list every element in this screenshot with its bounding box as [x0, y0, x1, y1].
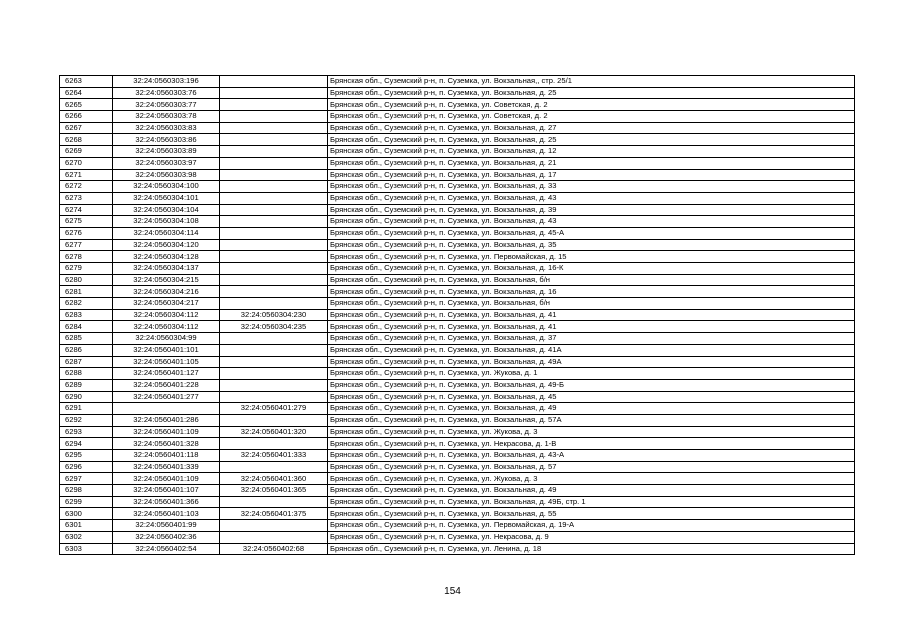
table-row: [60, 134, 855, 146]
table-row: [60, 76, 855, 88]
cadastral-number-cell: 32:24:0560303:86: [113, 134, 220, 146]
address-cell: Брянская обл., Суземский р-н, п. Суземка, ул. Вокзальная, д. 25: [328, 87, 855, 99]
row-number-cell: 6301: [60, 520, 113, 532]
cadastral-number-cell: 32:24:0560304:104: [113, 204, 220, 216]
row-number-cell: 6267: [60, 122, 113, 134]
row-number-cell: 6290: [60, 391, 113, 403]
linked-cadastral-number-cell: [220, 274, 328, 286]
address-cell: Брянская обл., Суземский р-н, п. Суземка, ул. Вокзальная, д. 41А: [328, 344, 855, 356]
table-row: [60, 169, 855, 181]
row-number-cell: 6292: [60, 414, 113, 426]
cadastral-number-cell: 32:24:0560303:97: [113, 157, 220, 169]
linked-cadastral-number-cell: [220, 344, 328, 356]
linked-cadastral-number-cell: 32:24:0560401:365: [220, 485, 328, 497]
address-cell: Брянская обл., Суземский р-н, п. Суземка, ул. Вокзальная, д. 16: [328, 286, 855, 298]
row-number-cell: 6288: [60, 368, 113, 380]
cadastral-number-cell: 32:24:0560401:127: [113, 368, 220, 380]
cadastral-table: [59, 75, 855, 555]
table-row: [60, 286, 855, 298]
row-number-cell: 6284: [60, 321, 113, 333]
cadastral-number-cell: 32:24:0560402:54: [113, 543, 220, 555]
cadastral-number-cell: 32:24:0560304:108: [113, 216, 220, 228]
row-number-cell: 6303: [60, 543, 113, 555]
linked-cadastral-number-cell: [220, 99, 328, 111]
cadastral-number-cell: 32:24:0560401:109: [113, 426, 220, 438]
linked-cadastral-number-cell: [220, 520, 328, 532]
row-number-cell: 6283: [60, 309, 113, 321]
table-row: [60, 122, 855, 134]
row-number-cell: 6277: [60, 239, 113, 251]
address-cell: Брянская обл., Суземский р-н, п. Суземка, ул. Вокзальная, д. 17: [328, 169, 855, 181]
linked-cadastral-number-cell: [220, 333, 328, 345]
linked-cadastral-number-cell: [220, 251, 328, 263]
table-row: [60, 192, 855, 204]
linked-cadastral-number-cell: [220, 368, 328, 380]
table-row: [60, 239, 855, 251]
address-cell: Брянская обл., Суземский р-н, п. Суземка, ул. Вокзальная, д. 45: [328, 391, 855, 403]
linked-cadastral-number-cell: [220, 204, 328, 216]
cadastral-number-cell: 32:24:0560304:99: [113, 333, 220, 345]
address-cell: Брянская обл., Суземский р-н, п. Суземка, ул. Ленина, д. 18: [328, 543, 855, 555]
cadastral-number-cell: 32:24:0560304:217: [113, 298, 220, 310]
linked-cadastral-number-cell: [220, 379, 328, 391]
row-number-cell: 6300: [60, 508, 113, 520]
address-cell: Брянская обл., Суземский р-н, п. Суземка, ул. Вокзальная, д. 57А: [328, 414, 855, 426]
linked-cadastral-number-cell: [220, 298, 328, 310]
linked-cadastral-number-cell: [220, 239, 328, 251]
cadastral-number-cell: 32:24:0560401:103: [113, 508, 220, 520]
row-number-cell: 6266: [60, 111, 113, 123]
cadastral-number-cell: 32:24:0560401:109: [113, 473, 220, 485]
cadastral-number-cell: 32:24:0560401:277: [113, 391, 220, 403]
address-cell: Брянская обл., Суземский р-н, п. Суземка, ул. Первомайская, д. 15: [328, 251, 855, 263]
linked-cadastral-number-cell: 32:24:0560304:230: [220, 309, 328, 321]
linked-cadastral-number-cell: [220, 391, 328, 403]
table-row: [60, 414, 855, 426]
row-number-cell: 6285: [60, 333, 113, 345]
cadastral-number-cell: 32:24:0560304:101: [113, 192, 220, 204]
address-cell: Брянская обл., Суземский р-н, п. Суземка, ул. Вокзальная, д. 12: [328, 146, 855, 158]
cadastral-number-cell: 32:24:0560304:100: [113, 181, 220, 193]
table-row: [60, 181, 855, 193]
table-row: [60, 461, 855, 473]
cadastral-number-cell: 32:24:0560401:228: [113, 379, 220, 391]
row-number-cell: 6289: [60, 379, 113, 391]
row-number-cell: 6273: [60, 192, 113, 204]
linked-cadastral-number-cell: [220, 438, 328, 450]
row-number-cell: 6274: [60, 204, 113, 216]
linked-cadastral-number-cell: [220, 216, 328, 228]
cadastral-number-cell: 32:24:0560401:99: [113, 520, 220, 532]
address-cell: Брянская обл., Суземский р-н, п. Суземка, ул. Вокзальная, д. 25: [328, 134, 855, 146]
table-row: [60, 309, 855, 321]
row-number-cell: 6293: [60, 426, 113, 438]
address-cell: Брянская обл., Суземский р-н, п. Суземка, ул. Вокзальная, д. 37: [328, 333, 855, 345]
cadastral-number-cell: [113, 403, 220, 415]
row-number-cell: 6269: [60, 146, 113, 158]
row-number-cell: 6270: [60, 157, 113, 169]
address-cell: Брянская обл., Суземский р-н, п. Суземка, ул. Вокзальная, д. 27: [328, 122, 855, 134]
linked-cadastral-number-cell: [220, 531, 328, 543]
table-row: [60, 485, 855, 497]
table-row: [60, 298, 855, 310]
address-cell: Брянская обл., Суземский р-н, п. Суземка, ул. Вокзальная, д. 49Б, стр. 1: [328, 496, 855, 508]
address-cell: Брянская обл., Суземский р-н, п. Суземка, ул. Жукова, д. 1: [328, 368, 855, 380]
address-cell: Брянская обл., Суземский р-н, п. Суземка, ул. Вокзальная, д. 41: [328, 309, 855, 321]
linked-cadastral-number-cell: [220, 263, 328, 275]
cadastral-number-cell: 32:24:0560303:83: [113, 122, 220, 134]
linked-cadastral-number-cell: [220, 76, 328, 88]
cadastral-number-cell: 32:24:0560303:89: [113, 146, 220, 158]
table-row: [60, 157, 855, 169]
row-number-cell: 6286: [60, 344, 113, 356]
row-number-cell: 6281: [60, 286, 113, 298]
cadastral-number-cell: 32:24:0560401:339: [113, 461, 220, 473]
table-row: [60, 438, 855, 450]
table-row: [60, 227, 855, 239]
linked-cadastral-number-cell: [220, 356, 328, 368]
table-row: [60, 450, 855, 462]
address-cell: Брянская обл., Суземский р-н, п. Суземка, ул. Вокзальная, д. 21: [328, 157, 855, 169]
cadastral-number-cell: 32:24:0560401:328: [113, 438, 220, 450]
linked-cadastral-number-cell: [220, 134, 328, 146]
address-cell: Брянская обл., Суземский р-н, п. Суземка, ул. Советская, д. 2: [328, 99, 855, 111]
address-cell: Брянская обл., Суземский р-н, п. Суземка, ул. Вокзальная, д. 16-К: [328, 263, 855, 275]
cadastral-number-cell: 32:24:0560303:196: [113, 76, 220, 88]
page-number: 154: [444, 586, 461, 597]
cadastral-number-cell: 32:24:0560401:118: [113, 450, 220, 462]
address-cell: Брянская обл., Суземский р-н, п. Суземка, ул. Некрасова, д. 1-В: [328, 438, 855, 450]
address-cell: Брянская обл., Суземский р-н, п. Суземка, ул. Вокзальная, д. 43-А: [328, 450, 855, 462]
row-number-cell: 6302: [60, 531, 113, 543]
row-number-cell: 6298: [60, 485, 113, 497]
table-body: [60, 76, 855, 555]
linked-cadastral-number-cell: [220, 169, 328, 181]
cadastral-number-cell: 32:24:0560303:77: [113, 99, 220, 111]
address-cell: Брянская обл., Суземский р-н, п. Суземка, ул. Вокзальная, д. 33: [328, 181, 855, 193]
cadastral-number-cell: 32:24:0560401:101: [113, 344, 220, 356]
linked-cadastral-number-cell: [220, 286, 328, 298]
table-row: [60, 274, 855, 286]
table-row: [60, 251, 855, 263]
row-number-cell: 6275: [60, 216, 113, 228]
table-row: [60, 473, 855, 485]
linked-cadastral-number-cell: 32:24:0560401:320: [220, 426, 328, 438]
address-cell: Брянская обл., Суземский р-н, п. Суземка, ул. Вокзальная, б/н: [328, 298, 855, 310]
row-number-cell: 6272: [60, 181, 113, 193]
address-cell: Брянская обл., Суземский р-н, п. Суземка, ул. Вокзальная,, стр. 25/1: [328, 76, 855, 88]
table-row: [60, 543, 855, 555]
address-cell: Брянская обл., Суземский р-н, п. Суземка, ул. Вокзальная, д. 49А: [328, 356, 855, 368]
address-cell: Брянская обл., Суземский р-н, п. Суземка, ул. Вокзальная, д. 43: [328, 216, 855, 228]
address-cell: Брянская обл., Суземский р-н, п. Суземка, ул. Некрасова, д. 9: [328, 531, 855, 543]
table-row: [60, 87, 855, 99]
linked-cadastral-number-cell: [220, 227, 328, 239]
linked-cadastral-number-cell: 32:24:0560402:68: [220, 543, 328, 555]
linked-cadastral-number-cell: 32:24:0560304:235: [220, 321, 328, 333]
linked-cadastral-number-cell: 32:24:0560401:360: [220, 473, 328, 485]
cadastral-number-cell: 32:24:0560401:366: [113, 496, 220, 508]
row-number-cell: 6296: [60, 461, 113, 473]
row-number-cell: 6271: [60, 169, 113, 181]
cadastral-number-cell: 32:24:0560304:216: [113, 286, 220, 298]
address-cell: Брянская обл., Суземский р-н, п. Суземка, ул. Вокзальная, д. 49-Б: [328, 379, 855, 391]
cadastral-number-cell: 32:24:0560401:107: [113, 485, 220, 497]
address-cell: Брянская обл., Суземский р-н, п. Суземка, ул. Вокзальная, д. 39: [328, 204, 855, 216]
address-cell: Брянская обл., Суземский р-н, п. Суземка, ул. Вокзальная, д. 49: [328, 485, 855, 497]
address-cell: Брянская обл., Суземский р-н, п. Суземка, ул. Вокзальная, д. 35: [328, 239, 855, 251]
table-row: [60, 333, 855, 345]
table-row: [60, 344, 855, 356]
row-number-cell: 6291: [60, 403, 113, 415]
table-row: [60, 403, 855, 415]
cadastral-number-cell: 32:24:0560304:120: [113, 239, 220, 251]
table-row: [60, 496, 855, 508]
cadastral-number-cell: 32:24:0560304:137: [113, 263, 220, 275]
cadastral-number-cell: 32:24:0560303:98: [113, 169, 220, 181]
row-number-cell: 6263: [60, 76, 113, 88]
row-number-cell: 6268: [60, 134, 113, 146]
table-row: [60, 508, 855, 520]
linked-cadastral-number-cell: [220, 461, 328, 473]
linked-cadastral-number-cell: [220, 414, 328, 426]
row-number-cell: 6264: [60, 87, 113, 99]
linked-cadastral-number-cell: [220, 192, 328, 204]
row-number-cell: 6294: [60, 438, 113, 450]
table-row: [60, 426, 855, 438]
cadastral-number-cell: 32:24:0560401:286: [113, 414, 220, 426]
row-number-cell: 6282: [60, 298, 113, 310]
row-number-cell: 6287: [60, 356, 113, 368]
cadastral-number-cell: 32:24:0560303:76: [113, 87, 220, 99]
table-row: [60, 321, 855, 333]
cadastral-number-cell: 32:24:0560401:105: [113, 356, 220, 368]
table-row: [60, 216, 855, 228]
table-row: [60, 99, 855, 111]
cadastral-number-cell: 32:24:0560304:114: [113, 227, 220, 239]
address-cell: Брянская обл., Суземский р-н, п. Суземка, ул. Вокзальная, д. 43: [328, 192, 855, 204]
linked-cadastral-number-cell: [220, 122, 328, 134]
table-row: [60, 204, 855, 216]
table-row: [60, 391, 855, 403]
table-row: [60, 379, 855, 391]
address-cell: Брянская обл., Суземский р-н, п. Суземка, ул. Вокзальная, б/н: [328, 274, 855, 286]
linked-cadastral-number-cell: 32:24:0560401:333: [220, 450, 328, 462]
address-cell: Брянская обл., Суземский р-н, п. Суземка, ул. Вокзальная, д. 45-А: [328, 227, 855, 239]
table-row: [60, 111, 855, 123]
address-cell: Брянская обл., Суземский р-н, п. Суземка, ул. Жукова, д. 3: [328, 473, 855, 485]
row-number-cell: 6280: [60, 274, 113, 286]
address-cell: Брянская обл., Суземский р-н, п. Суземка, ул. Вокзальная, д. 49: [328, 403, 855, 415]
table-row: [60, 368, 855, 380]
table-row: [60, 263, 855, 275]
row-number-cell: 6299: [60, 496, 113, 508]
row-number-cell: 6265: [60, 99, 113, 111]
linked-cadastral-number-cell: [220, 496, 328, 508]
table-row: [60, 520, 855, 532]
row-number-cell: 6276: [60, 227, 113, 239]
linked-cadastral-number-cell: 32:24:0560401:279: [220, 403, 328, 415]
row-number-cell: 6297: [60, 473, 113, 485]
table-row: [60, 356, 855, 368]
address-cell: Брянская обл., Суземский р-н, п. Суземка, ул. Первомайская, д. 19-А: [328, 520, 855, 532]
address-cell: Брянская обл., Суземский р-н, п. Суземка, ул. Вокзальная, д. 57: [328, 461, 855, 473]
cadastral-number-cell: 32:24:0560304:112: [113, 321, 220, 333]
linked-cadastral-number-cell: [220, 157, 328, 169]
linked-cadastral-number-cell: [220, 146, 328, 158]
row-number-cell: 6278: [60, 251, 113, 263]
address-cell: Брянская обл., Суземский р-н, п. Суземка, ул. Жукова, д. 3: [328, 426, 855, 438]
address-cell: Брянская обл., Суземский р-н, п. Суземка, ул. Вокзальная, д. 55: [328, 508, 855, 520]
address-cell: Брянская обл., Суземский р-н, п. Суземка, ул. Вокзальная, д. 41: [328, 321, 855, 333]
row-number-cell: 6295: [60, 450, 113, 462]
address-cell: Брянская обл., Суземский р-н, п. Суземка, ул. Советская, д. 2: [328, 111, 855, 123]
linked-cadastral-number-cell: [220, 87, 328, 99]
cadastral-number-cell: 32:24:0560304:112: [113, 309, 220, 321]
row-number-cell: 6279: [60, 263, 113, 275]
linked-cadastral-number-cell: [220, 111, 328, 123]
table-row: [60, 531, 855, 543]
linked-cadastral-number-cell: 32:24:0560401:375: [220, 508, 328, 520]
table-row: [60, 146, 855, 158]
cadastral-number-cell: 32:24:0560303:78: [113, 111, 220, 123]
cadastral-number-cell: 32:24:0560304:128: [113, 251, 220, 263]
cadastral-number-cell: 32:24:0560402:36: [113, 531, 220, 543]
cadastral-number-cell: 32:24:0560304:215: [113, 274, 220, 286]
linked-cadastral-number-cell: [220, 181, 328, 193]
